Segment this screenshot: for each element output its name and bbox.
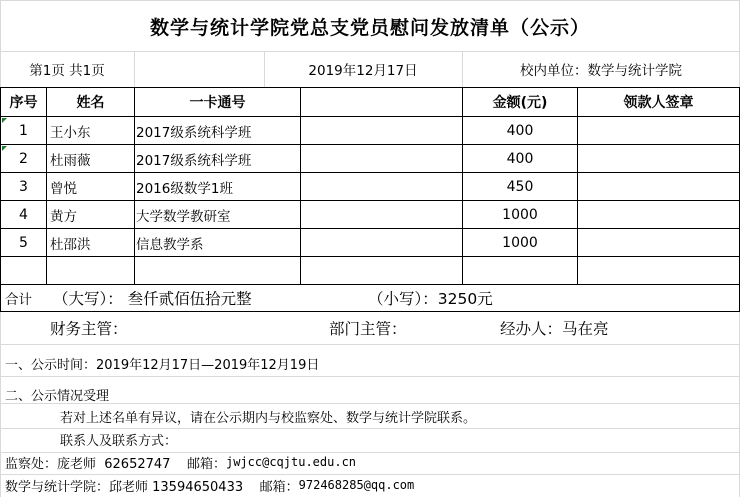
finance-supervisor-label: 财务主管： [50,320,128,338]
handler-label: 经办人：马在亮 [500,320,609,338]
table-row-seq: 4 [19,206,28,223]
contact-supervision-email[interactable]: jwjcc@cqjtu.edu.cn [225,455,357,469]
table-row-amount: 400 [506,122,534,139]
unit-label: 校内单位：数学与统计学院 [520,63,682,79]
total-label: 合计 [5,292,32,308]
table-row-amount: 1000 [502,234,538,251]
department-supervisor-label: 部门主管： [329,320,407,338]
header-signature: 领款人签章 [623,95,694,111]
table-row-name: 曾悦 [50,180,77,197]
header-card: 一卡通号 [189,95,246,111]
header-seq: 序号 [9,95,38,111]
notice-heading: 二、公示情况受理 [5,388,110,404]
table-row-card: 2016级数学1班 [136,180,233,197]
table-row-name: 杜邵洪 [50,236,91,253]
total-upper: （大写）： 叁仟贰佰伍拾元整 [53,290,252,308]
header-name: 姓名 [76,95,105,111]
document-title: 数学与统计学院党总支党员慰问发放清单（公示） [149,16,590,39]
contact-math-email[interactable]: 972468285@qq.com [298,478,415,492]
table-row-card: 信息教学系 [136,236,204,253]
table-row-card: 2017级系统科学班 [136,124,252,141]
contact-supervision-label: 监察处：庞老师 62652747 邮箱： [5,456,226,472]
page-indicator: 第1页 共1页 [29,63,105,79]
header-amount: 金额(元) [492,95,548,111]
contact-math-label: 数学与统计学院：邱老师 13594650433 邮箱： [5,479,299,495]
table-row-card: 大学数学教研室 [136,208,231,225]
table-row-seq: 1 [19,122,28,139]
document-date: 2019年12月17日 [308,63,418,79]
gridline [0,376,740,377]
table-row-seq: 2 [19,150,28,167]
contact-supervision-office [5,451,735,473]
notice-contact-heading: 联系人及联系方式： [60,433,178,449]
gridline [134,51,135,87]
notice-objection-text: 若对上述名单有异议，请在公示期内与校监察处、数学与统计学院联系。 [60,410,477,426]
gridline [0,0,740,1]
notice-period: 一、公示时间：2019年12月17日—2019年12月19日 [5,357,320,373]
table-row-name: 杜雨薇 [50,152,91,169]
table-row-seq: 3 [19,178,28,195]
table-row-seq: 5 [19,234,28,251]
table-row-card: 2017级系统科学班 [136,152,252,169]
gridline [0,51,740,52]
table-row-amount: 450 [506,178,534,195]
table-row-name: 黄方 [50,208,77,225]
contact-math-school [5,474,735,496]
gridline [0,344,740,345]
table-row-name: 王小东 [50,124,91,141]
table-row-amount: 1000 [502,206,538,223]
table-row-amount: 400 [506,150,534,167]
total-lower: （小写）：3250元 [368,290,493,308]
